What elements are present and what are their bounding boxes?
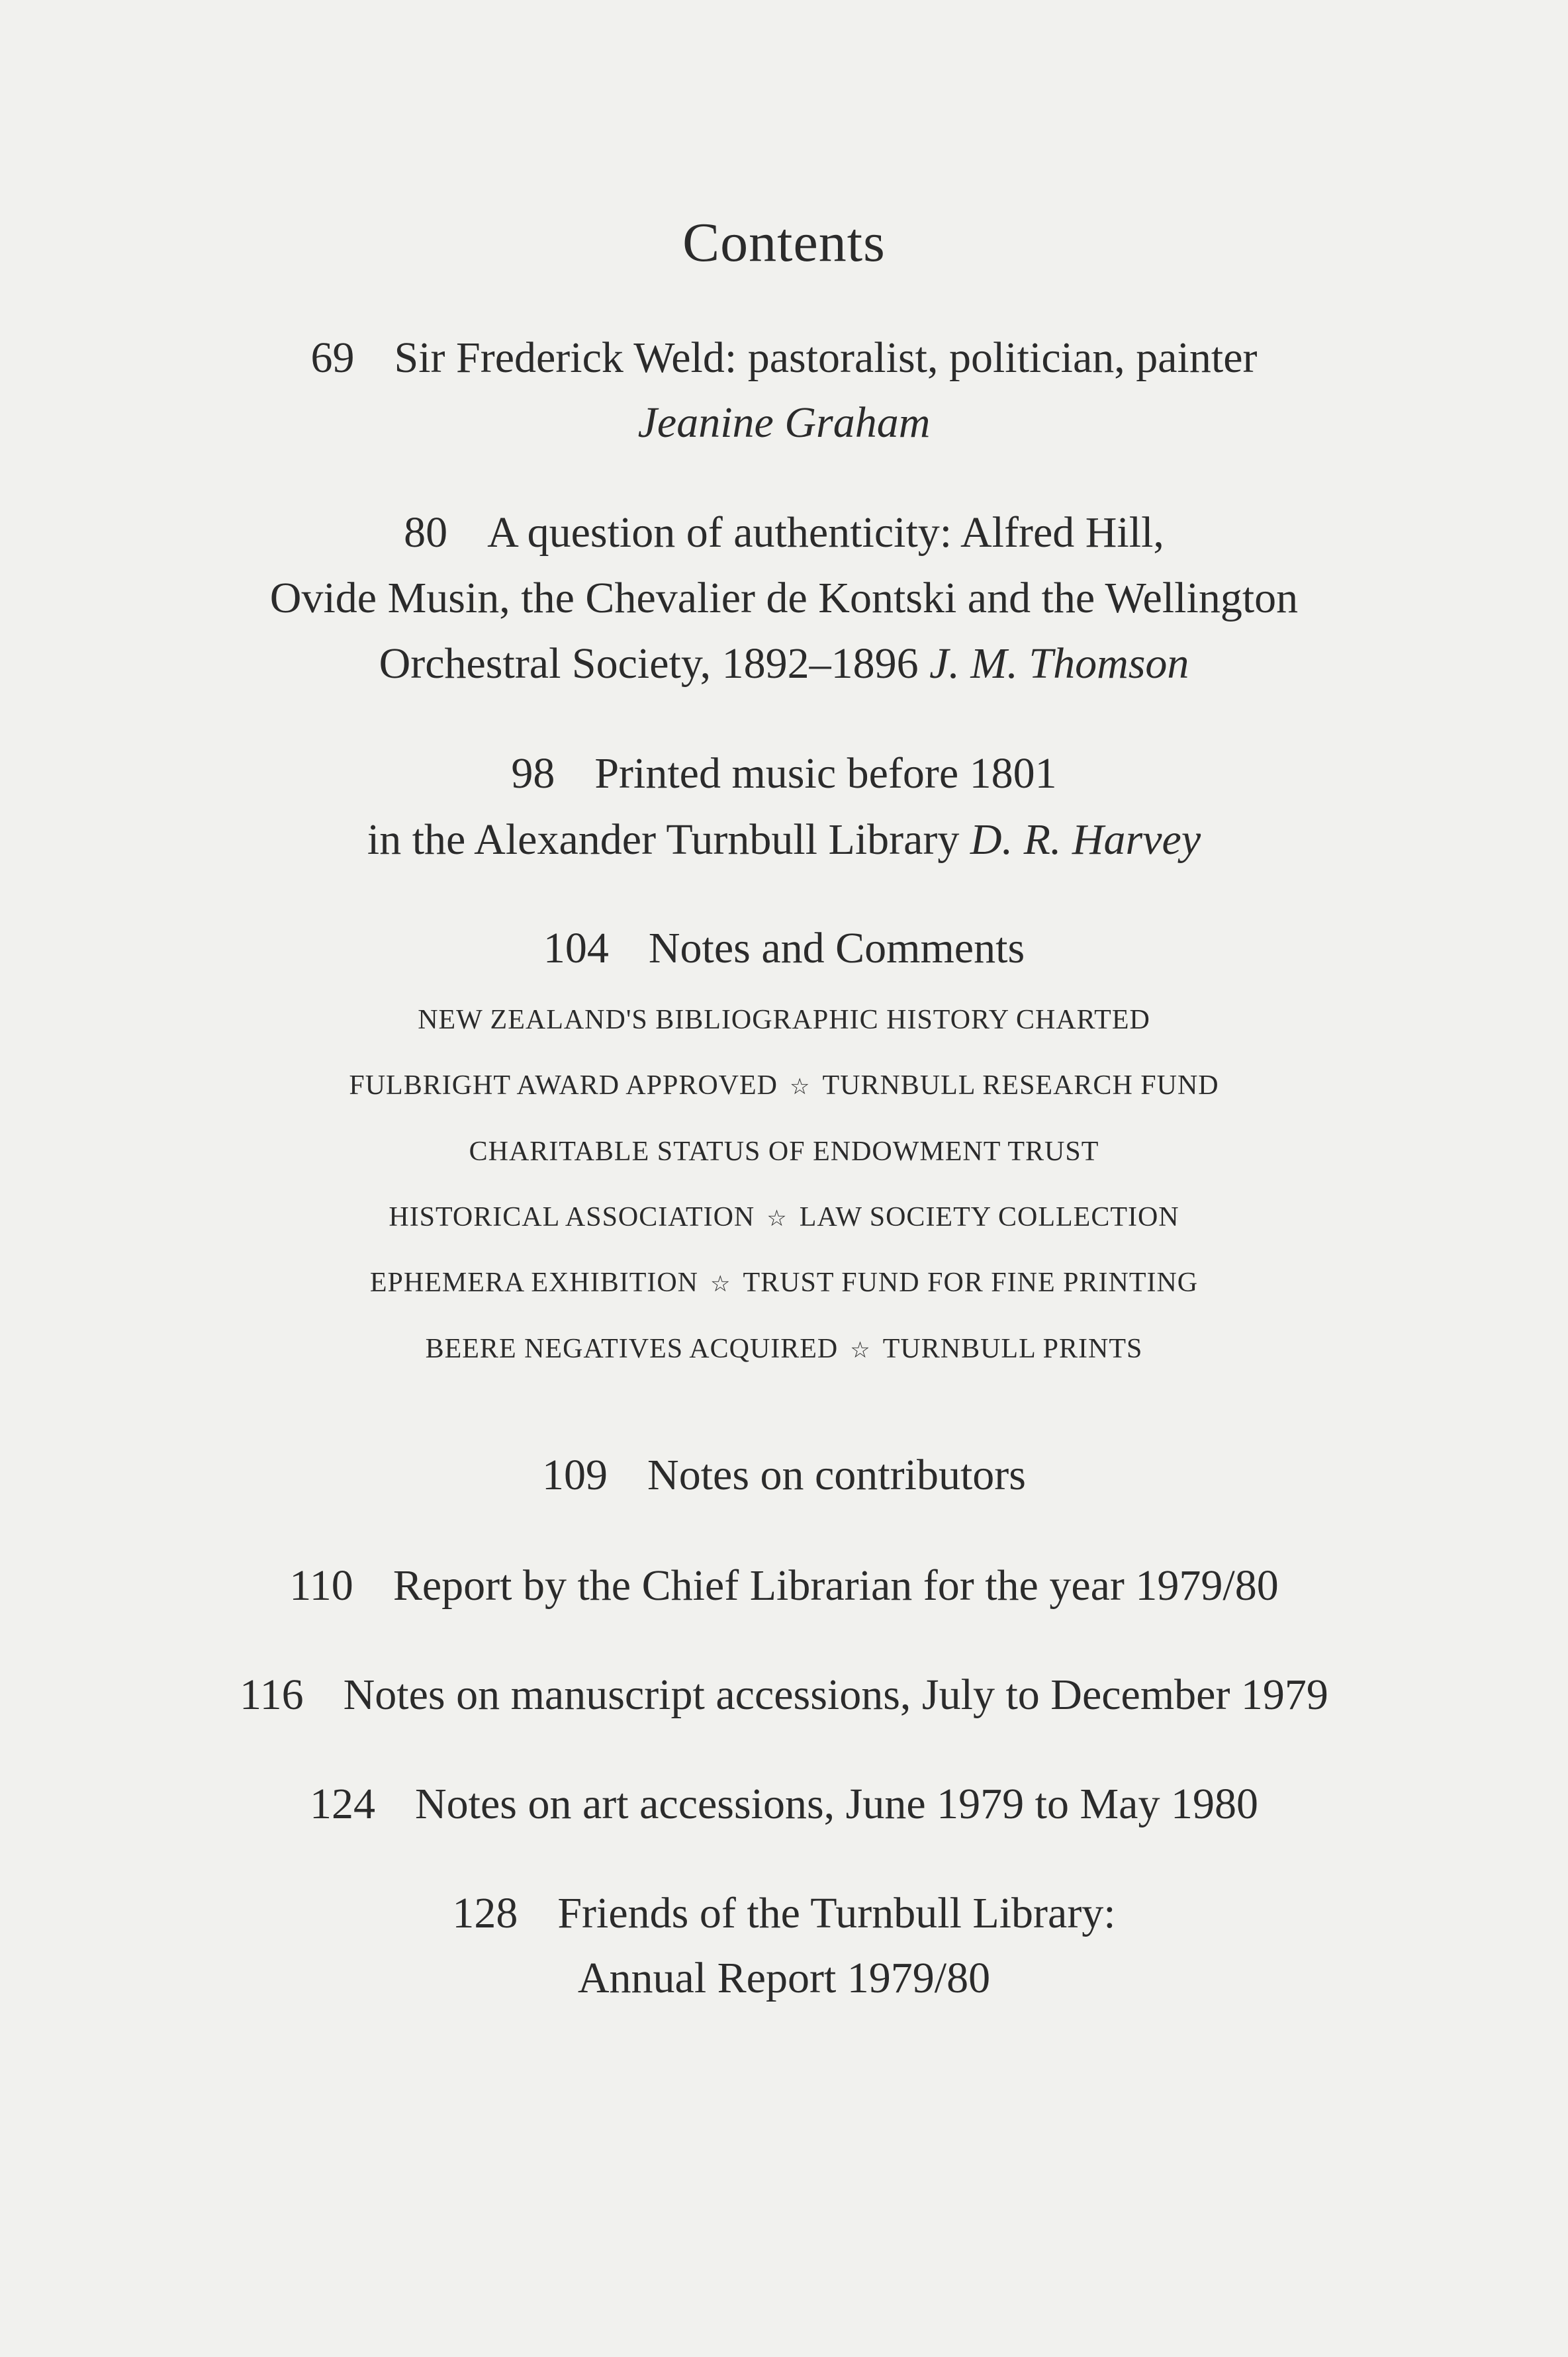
entry-author: J. M. Thomson — [929, 639, 1189, 688]
entry-title: Notes and Comments — [648, 924, 1025, 972]
entry-author: Jeanine Graham — [637, 398, 931, 447]
note-item: EPHEMERA EXHIBITION — [369, 1268, 698, 1298]
entry-title-line: Friends of the Turnbull Library: — [557, 1889, 1116, 1937]
note-item: NEW ZEALAND'S BIBLIOGRAPHIC HISTORY CHARTED — [418, 1005, 1150, 1035]
toc-entry-contributors[interactable] — [0, 1451, 1568, 1499]
note-row — [0, 1138, 1568, 1166]
note-row — [0, 1203, 1568, 1231]
note-item: HISTORICAL ASSOCIATION — [389, 1202, 755, 1232]
toc-entry-art-accessions[interactable] — [0, 1782, 1568, 1826]
toc-entry-weld[interactable] — [0, 336, 1568, 380]
entry-title: Notes on contributors — [647, 1451, 1026, 1499]
entry-title-line: in the Alexander Turnbull Library — [367, 815, 960, 864]
entry-title-line: A question of authenticity: Alfred Hill, — [487, 508, 1164, 557]
page-number: 80 — [404, 508, 448, 557]
note-item: TURNBULL PRINTS — [882, 1334, 1143, 1364]
note-item: TURNBULL RESEARCH FUND — [822, 1070, 1219, 1101]
page-title: Contents — [682, 212, 886, 273]
entry-title: Notes on manuscript accessions, July to December 1979 — [343, 1671, 1328, 1719]
entry-title-line-last — [0, 639, 1568, 688]
page-number: 128 — [452, 1889, 518, 1937]
toc-entry-manuscript-accessions[interactable] — [0, 1673, 1568, 1717]
page-number: 98 — [511, 749, 555, 798]
note-row — [0, 1335, 1568, 1363]
note-row — [0, 1269, 1568, 1297]
note-row — [0, 1072, 1568, 1099]
star-icon: ☆ — [789, 1075, 811, 1099]
toc-entry-friends-report[interactable] — [0, 1889, 1568, 1937]
page-number: 69 — [310, 334, 355, 382]
note-row — [0, 1006, 1568, 1034]
entry-title-line-last — [0, 815, 1568, 864]
toc-entry-printed-music[interactable] — [0, 749, 1568, 798]
page-number: 110 — [289, 1561, 353, 1610]
entry-title-line: Printed music before 1801 — [594, 749, 1057, 798]
page-number: 116 — [240, 1671, 304, 1719]
entry-title: Sir Frederick Weld: pastoralist, politician, painter — [394, 334, 1258, 382]
toc-entry-chief-librarian-report[interactable] — [0, 1561, 1568, 1610]
entry-title: Report by the Chief Librarian for the year 1979/80 — [392, 1561, 1279, 1610]
entry-title: Notes on art accessions, June 1979 to May 1980 — [415, 1780, 1258, 1828]
note-item: LAW SOCIETY COLLECTION — [799, 1202, 1179, 1232]
note-item: FULBRIGHT AWARD APPROVED — [349, 1070, 778, 1101]
entry-title-line: Ovide Musin, the Chevalier de Kontski and the Wellington — [269, 574, 1299, 622]
entry-author: D. R. Harvey — [970, 815, 1201, 864]
star-icon: ☆ — [850, 1338, 871, 1363]
toc-entry-notes-comments[interactable] — [0, 924, 1568, 972]
entry-title-line: Annual Report 1979/80 — [577, 1954, 991, 2002]
star-icon: ☆ — [710, 1272, 731, 1297]
page-number: 104 — [543, 924, 609, 972]
note-item: CHARITABLE STATUS OF ENDOWMENT TRUST — [469, 1136, 1099, 1167]
page-number: 109 — [542, 1451, 608, 1499]
note-item: TRUST FUND FOR FINE PRINTING — [743, 1268, 1199, 1298]
toc-entry-authenticity[interactable] — [0, 508, 1568, 557]
entry-title-line: Orchestral Society, 1892–1896 — [379, 639, 919, 688]
page-number: 124 — [310, 1780, 376, 1828]
note-item: BEERE NEGATIVES ACQUIRED — [425, 1334, 839, 1364]
star-icon: ☆ — [766, 1207, 788, 1231]
